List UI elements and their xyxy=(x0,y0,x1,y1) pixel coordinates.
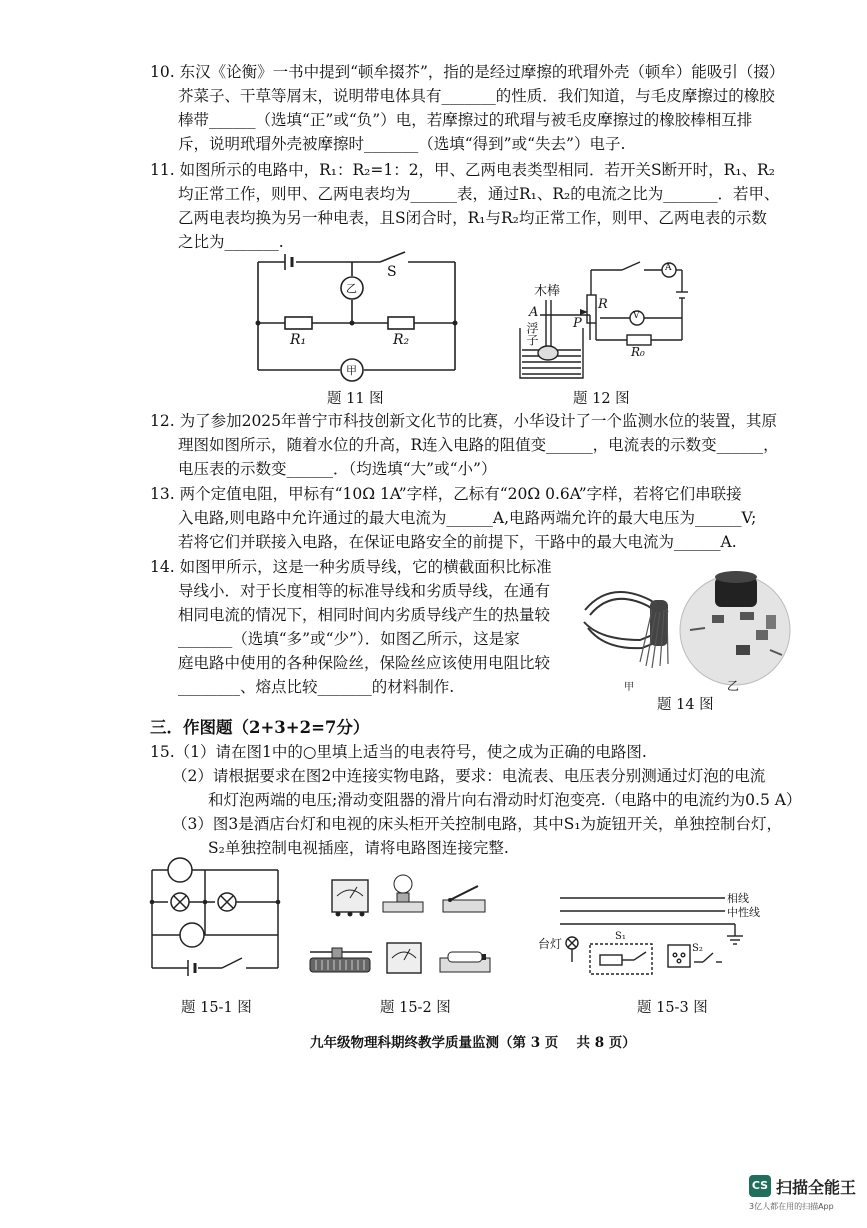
fig15-3-neutral-label: 中性线 xyxy=(727,906,760,919)
page-footer: 九年级物理科期终教学质量监测（第 3 页 共 8 页） xyxy=(310,1035,636,1051)
fig15-3-live-label: 相线 xyxy=(727,892,749,905)
fig12-caption: 题 12 图 xyxy=(573,391,630,407)
fig12-rod-label: 木棒 xyxy=(534,284,561,299)
fig15-3-s1-label: S₁ xyxy=(615,931,626,942)
q14-line1: 14. 如图甲所示，这是一种劣质导线，它的横截面积比标准 xyxy=(150,558,552,576)
q10-line3: 棒带______（选填“正”或“负”）电，若摩擦过的玳瑁与被毛皮摩擦过的橡胶棒相互排 xyxy=(178,111,753,129)
q10-line1: 10. 东汉《论衡》一书中提到“顿牟掇芥”，指的是经过摩擦的玳瑁外壳（顿牟）能吸引（掇） xyxy=(150,63,785,81)
fig15-3-lamp-label: 台灯 xyxy=(538,937,563,951)
q15-line3: 和灯泡两端的电压;滑动变阻器的滑片向右滑动时灯泡变亮.（电路中的电流约为0.5 A） xyxy=(208,791,802,809)
q15-line5: S₂单独控制电视插座，请将电路图连接完整. xyxy=(208,839,509,857)
q11-line1: 11. 如图所示的电路中，R₁：R₂=1：2，甲、乙两电表类型相同．若开关S断开时，R₁、R₂ xyxy=(150,161,775,179)
q15-line2: （2）请根据要求在图2中连接实物电路，要求：电流表、电压表分别测通过灯泡的电流 xyxy=(172,767,766,785)
section-3-title: 三．作图题（2+3+2=7分） xyxy=(150,718,370,737)
fig11-r2-label: R₂ xyxy=(393,332,410,348)
fig15-3-s2-label: S₂ xyxy=(692,943,703,954)
fig12-float-label: 浮子 xyxy=(525,322,539,346)
q11-line2: 均正常工作，则甲、乙两电表均为______表，通过R₁、R₂的电流之比为_______．若甲、 xyxy=(178,185,780,203)
fig11-r1-label: R₁ xyxy=(290,332,307,348)
fig14-caption: 题 14 图 xyxy=(657,697,714,713)
scanner-logo-icon: CS xyxy=(749,1175,771,1197)
q11-line3: 乙两电表均换为另一种电表，且S闭合时，R₁与R₂均正常工作，则甲、乙两电表的示数 xyxy=(178,209,767,227)
scanner-app-name: 扫描全能王 xyxy=(776,1178,857,1197)
fig12-p-label: P xyxy=(573,316,582,331)
q10-line2: 芥菜子、干草等屑末，说明带电体具有_______的性质．我们知道，与毛皮摩擦过的橡胶 xyxy=(178,87,775,105)
q14-line6: ________、熔点比较_______的材料制作. xyxy=(178,678,455,696)
q12-line2: 理图如图所示，随着水位的升高，R连入电路的阻值变______，电流表的示数变______， xyxy=(178,436,779,454)
fig12-r-label: R xyxy=(598,297,608,312)
fig11-meter-yi: 乙 xyxy=(346,282,357,295)
fig11-caption: 题 11 图 xyxy=(327,391,384,407)
fig11-meter-jia: 甲 xyxy=(346,364,357,377)
q14-line5: 庭电路中使用的各种保险丝，保险丝应该使用电阻比较 xyxy=(178,654,551,672)
q14-line2: 导线小．对于长度相等的标准导线和劣质导线，在通有 xyxy=(178,582,551,600)
q15-line4: （3）图3是酒店台灯和电视的床头柜开关控制电路，其中S₁为旋钮开关，单独控制台灯， xyxy=(172,815,783,833)
q14-line3: 相同电流的情况下，相同时间内劣质导线产生的热量较 xyxy=(178,606,551,624)
q10-line4: 斥，说明玳瑁外壳被摩擦时_______（选填“得到”或“失去”）电子. xyxy=(178,135,626,153)
fig12-a-label: A xyxy=(529,305,539,320)
q13-line3: 若将它们并联接入电路，在保证电路安全的前提下，干路中的最大电流为______A. xyxy=(178,533,737,551)
scanner-tagline: 3亿人都在用的扫描App xyxy=(749,1202,834,1211)
fig14-jia-label: 甲 xyxy=(624,682,634,693)
fig15-2-caption: 题 15-2 图 xyxy=(380,1000,451,1016)
q13-line2: 入电路,则电路中允许通过的最大电流为______A,电路两端允许的最大电压为______V; xyxy=(178,509,757,527)
fig12-voltmeter-label: V xyxy=(633,311,640,321)
fig12-r0-label: R₀ xyxy=(631,345,645,359)
fig15-3-caption: 题 15-3 图 xyxy=(637,1000,708,1016)
q15-line1: 15.（1）请在图1中的○里填上适当的电表符号，使之成为正确的电路图. xyxy=(150,743,647,761)
q13-line1: 13. 两个定值电阻，甲标有“10Ω 1A”字样，乙标有“20Ω 0.6A”字样，若将它们串联接 xyxy=(150,485,742,503)
fig15-1-caption: 题 15-1 图 xyxy=(181,1000,252,1016)
fig11-switch-label: S xyxy=(387,264,397,280)
fig12-ammeter-label: A xyxy=(665,263,672,273)
q12-line1: 12. 为了参加2025年普宁市科技创新文化节的比赛，小华设计了一个监测水位的装置，其原 xyxy=(150,412,778,430)
fig14-yi-label: 乙 xyxy=(727,679,740,693)
q12-line3: 电压表的示数变______．（均选填“大”或“小”） xyxy=(178,460,497,478)
q11-line4: 之比为_______. xyxy=(178,233,284,251)
q14-line4: _______（选填“多”或“少”）．如图乙所示，这是家 xyxy=(178,630,520,648)
